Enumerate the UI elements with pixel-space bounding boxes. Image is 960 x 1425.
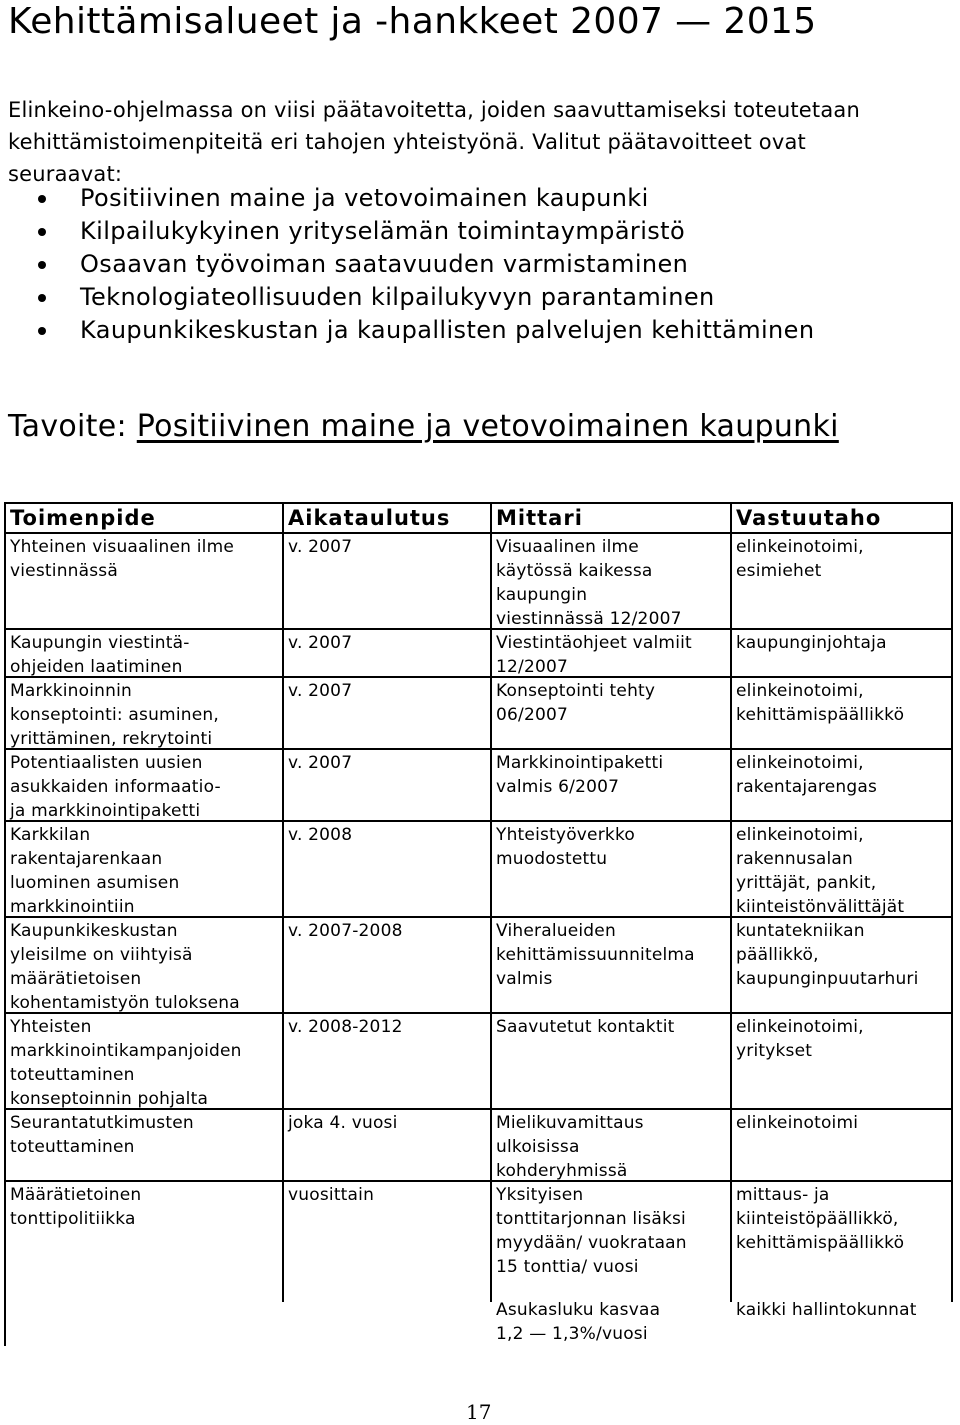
cell-line: yleisilme on viihtyisä <box>10 945 193 965</box>
cell-line: rakennusalan <box>736 849 854 869</box>
goal-item: Teknologiateollisuuden kilpailukyvyn parantaminen <box>38 281 814 314</box>
intro-paragraph <box>8 94 948 190</box>
cell-line: Kaupunkikeskustan <box>10 921 178 941</box>
table-cell-aikataulu <box>284 1110 492 1180</box>
cell-line: kiinteistöpäällikkö, <box>736 1209 899 1229</box>
cell-line: Visuaalinen ilme <box>496 537 639 557</box>
cell-line: v. 2007 <box>288 681 353 701</box>
cell-line: viestinnässä 12/2007 <box>496 609 682 628</box>
cell-line: rakentajarengas <box>736 777 878 797</box>
table-cell-mittari <box>492 1014 732 1108</box>
cell-line: kiinteistönvälittäjät <box>736 897 905 916</box>
cell-line: Markkinointipaketti <box>496 753 664 773</box>
cell-line: muodostettu <box>496 849 608 869</box>
cell-line: Yksityisen <box>496 1185 584 1205</box>
cell-line: asukkaiden informaatio- <box>10 777 221 797</box>
header-aikataulutus: Aikataulutus <box>284 504 492 532</box>
cell-line: ja markkinointipaketti <box>10 801 201 820</box>
goal-heading-target: Positiivinen maine ja vetovoimainen kaupunki <box>136 409 839 444</box>
cell-line: Kaupungin viestintä- <box>10 633 190 653</box>
cell-line: ohjeiden laatiminen <box>10 657 183 676</box>
cell-line: tonttitarjonnan lisäksi <box>496 1209 686 1229</box>
extra-responsible <box>736 1298 917 1322</box>
cell-line: kohderyhmissä <box>496 1161 628 1180</box>
cell-line: toteuttaminen <box>10 1065 135 1085</box>
cell-line: ulkoisissa <box>496 1137 580 1157</box>
table-row <box>6 822 953 918</box>
table-cell-mittari <box>492 1182 732 1302</box>
cell-line: v. 2008-2012 <box>288 1017 403 1037</box>
table-cell-mittari <box>492 678 732 748</box>
table-cell-mittari <box>492 534 732 628</box>
goal-item: Positiivinen maine ja vetovoimainen kaupunki <box>38 182 814 215</box>
table-cell-aikataulu <box>284 750 492 820</box>
cell-line: vuosittain <box>288 1185 375 1205</box>
table-cell-vastuutaho <box>732 534 953 628</box>
table-row <box>6 534 953 630</box>
goal-heading-label: Tavoite: <box>8 409 127 444</box>
cell-line: valmis <box>496 969 553 989</box>
table-cell-toimenpide <box>6 534 284 628</box>
table-cell-aikataulu <box>284 1182 492 1302</box>
table-row <box>6 1110 953 1182</box>
measures-table <box>4 502 953 1346</box>
cell-line: kaupungin <box>496 585 588 605</box>
goal-item: Kaupunkikeskustan ja kaupallisten palvelujen kehittäminen <box>38 314 814 347</box>
table-cell-toimenpide <box>6 750 284 820</box>
extra-measure-line: 1,2 — 1,3%/vuosi <box>496 1324 648 1344</box>
table-cell-vastuutaho <box>732 1110 953 1180</box>
table-row <box>6 1182 953 1302</box>
cell-line: Määrätietoinen <box>10 1185 142 1205</box>
table-row <box>6 918 953 1014</box>
cell-line: toteuttaminen <box>10 1137 135 1157</box>
cell-line: Viestintäohjeet valmiit <box>496 633 692 653</box>
table-cell-aikataulu <box>284 630 492 676</box>
cell-line: valmis 6/2007 <box>496 777 620 797</box>
cell-line: konseptoinnin pohjalta <box>10 1089 209 1108</box>
cell-line: Karkkilan <box>10 825 91 845</box>
table-row <box>6 1014 953 1110</box>
table-cell-toimenpide <box>6 678 284 748</box>
cell-line: elinkeinotoimi, <box>736 825 864 845</box>
intro-line: seuraavat: <box>8 162 123 186</box>
header-toimenpide: Toimenpide <box>6 504 284 532</box>
cell-line: v. 2007-2008 <box>288 921 403 941</box>
cell-line: elinkeinotoimi, <box>736 537 864 557</box>
cell-line: 15 tonttia/ vuosi <box>496 1257 639 1277</box>
cell-line: luominen asumisen <box>10 873 180 893</box>
table-cell-mittari <box>492 918 732 1012</box>
cell-line: Yhteisten <box>10 1017 92 1037</box>
cell-line: yrittäminen, rekrytointi <box>10 729 213 748</box>
cell-line: määrätietoisen <box>10 969 142 989</box>
table-row <box>6 750 953 822</box>
cell-line: kaupunginpuutarhuri <box>736 969 919 989</box>
table-cell-toimenpide <box>6 822 284 916</box>
cell-line: yritykset <box>736 1041 813 1061</box>
table-cell-vastuutaho <box>732 1182 953 1302</box>
table-header-row <box>6 504 953 534</box>
table-cell-mittari <box>492 1110 732 1180</box>
cell-line: myydään/ vuokrataan <box>496 1233 687 1253</box>
table-row <box>6 630 953 678</box>
cell-line: Konseptointi tehty <box>496 681 656 701</box>
cell-line: tonttipolitiikka <box>10 1209 136 1229</box>
header-mittari: Mittari <box>492 504 732 532</box>
table-cell-aikataulu <box>284 534 492 628</box>
cell-line: mittaus- ja <box>736 1185 830 1205</box>
goal-item: Kilpailukykyinen yrityselämän toimintaympäristö <box>38 215 814 248</box>
table-cell-aikataulu <box>284 1014 492 1108</box>
cell-line: v. 2008 <box>288 825 353 845</box>
cell-line: 12/2007 <box>496 657 569 676</box>
intro-line: kehittämistoimenpiteitä eri tahojen yhteistyönä. Valitut päätavoitteet ovat <box>8 130 806 154</box>
goal-heading <box>8 407 839 447</box>
cell-line: Seurantatutkimusten <box>10 1113 194 1133</box>
cell-line: esimiehet <box>736 561 822 581</box>
cell-line: Viheralueiden <box>496 921 616 941</box>
cell-line: kehittämissuunnitelma <box>496 945 695 965</box>
cell-line: päällikkö, <box>736 945 819 965</box>
cell-line: konseptointi: asuminen, <box>10 705 219 725</box>
cell-line: Potentiaalisten uusien <box>10 753 203 773</box>
table-cell-vastuutaho <box>732 822 953 916</box>
goal-item: Osaavan työvoiman saatavuuden varmistaminen <box>38 248 814 281</box>
cell-line: kehittämispäällikkö <box>736 705 905 725</box>
table-cell-aikataulu <box>284 822 492 916</box>
cell-line: markkinointiin <box>10 897 135 916</box>
cell-line: elinkeinotoimi <box>736 1113 859 1133</box>
cell-line: käytössä kaikessa <box>496 561 653 581</box>
cell-line: v. 2007 <box>288 537 353 557</box>
intro-line: Elinkeino-ohjelmassa on viisi päätavoitetta, joiden saavuttamiseksi toteutetaan <box>8 98 860 122</box>
cell-line: Saavutetut kontaktit <box>496 1017 675 1037</box>
cell-line: Markkinoinnin <box>10 681 133 701</box>
cell-line: rakentajarenkaan <box>10 849 163 869</box>
cell-line: v. 2007 <box>288 753 353 773</box>
cell-line: kaupunginjohtaja <box>736 633 887 653</box>
extra-measure <box>496 1298 660 1346</box>
cell-line: kuntatekniikan <box>736 921 865 941</box>
cell-line: v. 2007 <box>288 633 353 653</box>
page-number: 17 <box>466 1400 492 1424</box>
table-cell-aikataulu <box>284 918 492 1012</box>
cell-line: Mielikuvamittaus <box>496 1113 644 1133</box>
cell-line: joka 4. vuosi <box>288 1113 398 1133</box>
page-title: Kehittämisalueet ja -hankkeet 2007 — 2015 <box>8 1 817 42</box>
table-cell-vastuutaho <box>732 750 953 820</box>
goals-list <box>38 182 814 347</box>
table-cell-toimenpide <box>6 1014 284 1108</box>
table-cell-aikataulu <box>284 678 492 748</box>
table-cell-vastuutaho <box>732 918 953 1012</box>
cell-line: elinkeinotoimi, <box>736 681 864 701</box>
cell-line: elinkeinotoimi, <box>736 753 864 773</box>
cell-line: markkinointikampanjoiden <box>10 1041 242 1061</box>
table-cell-mittari <box>492 630 732 676</box>
table-cell-vastuutaho <box>732 630 953 676</box>
cell-line: kohentamistyön tuloksena <box>10 993 240 1012</box>
table-cell-mittari <box>492 750 732 820</box>
extra-responsible-line: kaikki hallintokunnat <box>736 1300 917 1320</box>
cell-line: Yhteistyöverkko <box>496 825 635 845</box>
table-cell-toimenpide <box>6 1110 284 1180</box>
table-cell-toimenpide <box>6 1182 284 1302</box>
table-cell-vastuutaho <box>732 678 953 748</box>
table-cell-toimenpide <box>6 918 284 1012</box>
extra-measure-line: Asukasluku kasvaa <box>496 1300 661 1320</box>
table-cell-mittari <box>492 822 732 916</box>
header-vastuutaho: Vastuutaho <box>732 504 953 532</box>
cell-line: elinkeinotoimi, <box>736 1017 864 1037</box>
table-row <box>6 678 953 750</box>
cell-line: yrittäjät, pankit, <box>736 873 877 893</box>
table-cell-toimenpide <box>6 630 284 676</box>
table-cell-vastuutaho <box>732 1014 953 1108</box>
cell-line: Yhteinen visuaalinen ilme <box>10 537 234 557</box>
cell-line: viestinnässä <box>10 561 118 581</box>
cell-line: kehittämispäällikkö <box>736 1233 905 1253</box>
cell-line: 06/2007 <box>496 705 569 725</box>
